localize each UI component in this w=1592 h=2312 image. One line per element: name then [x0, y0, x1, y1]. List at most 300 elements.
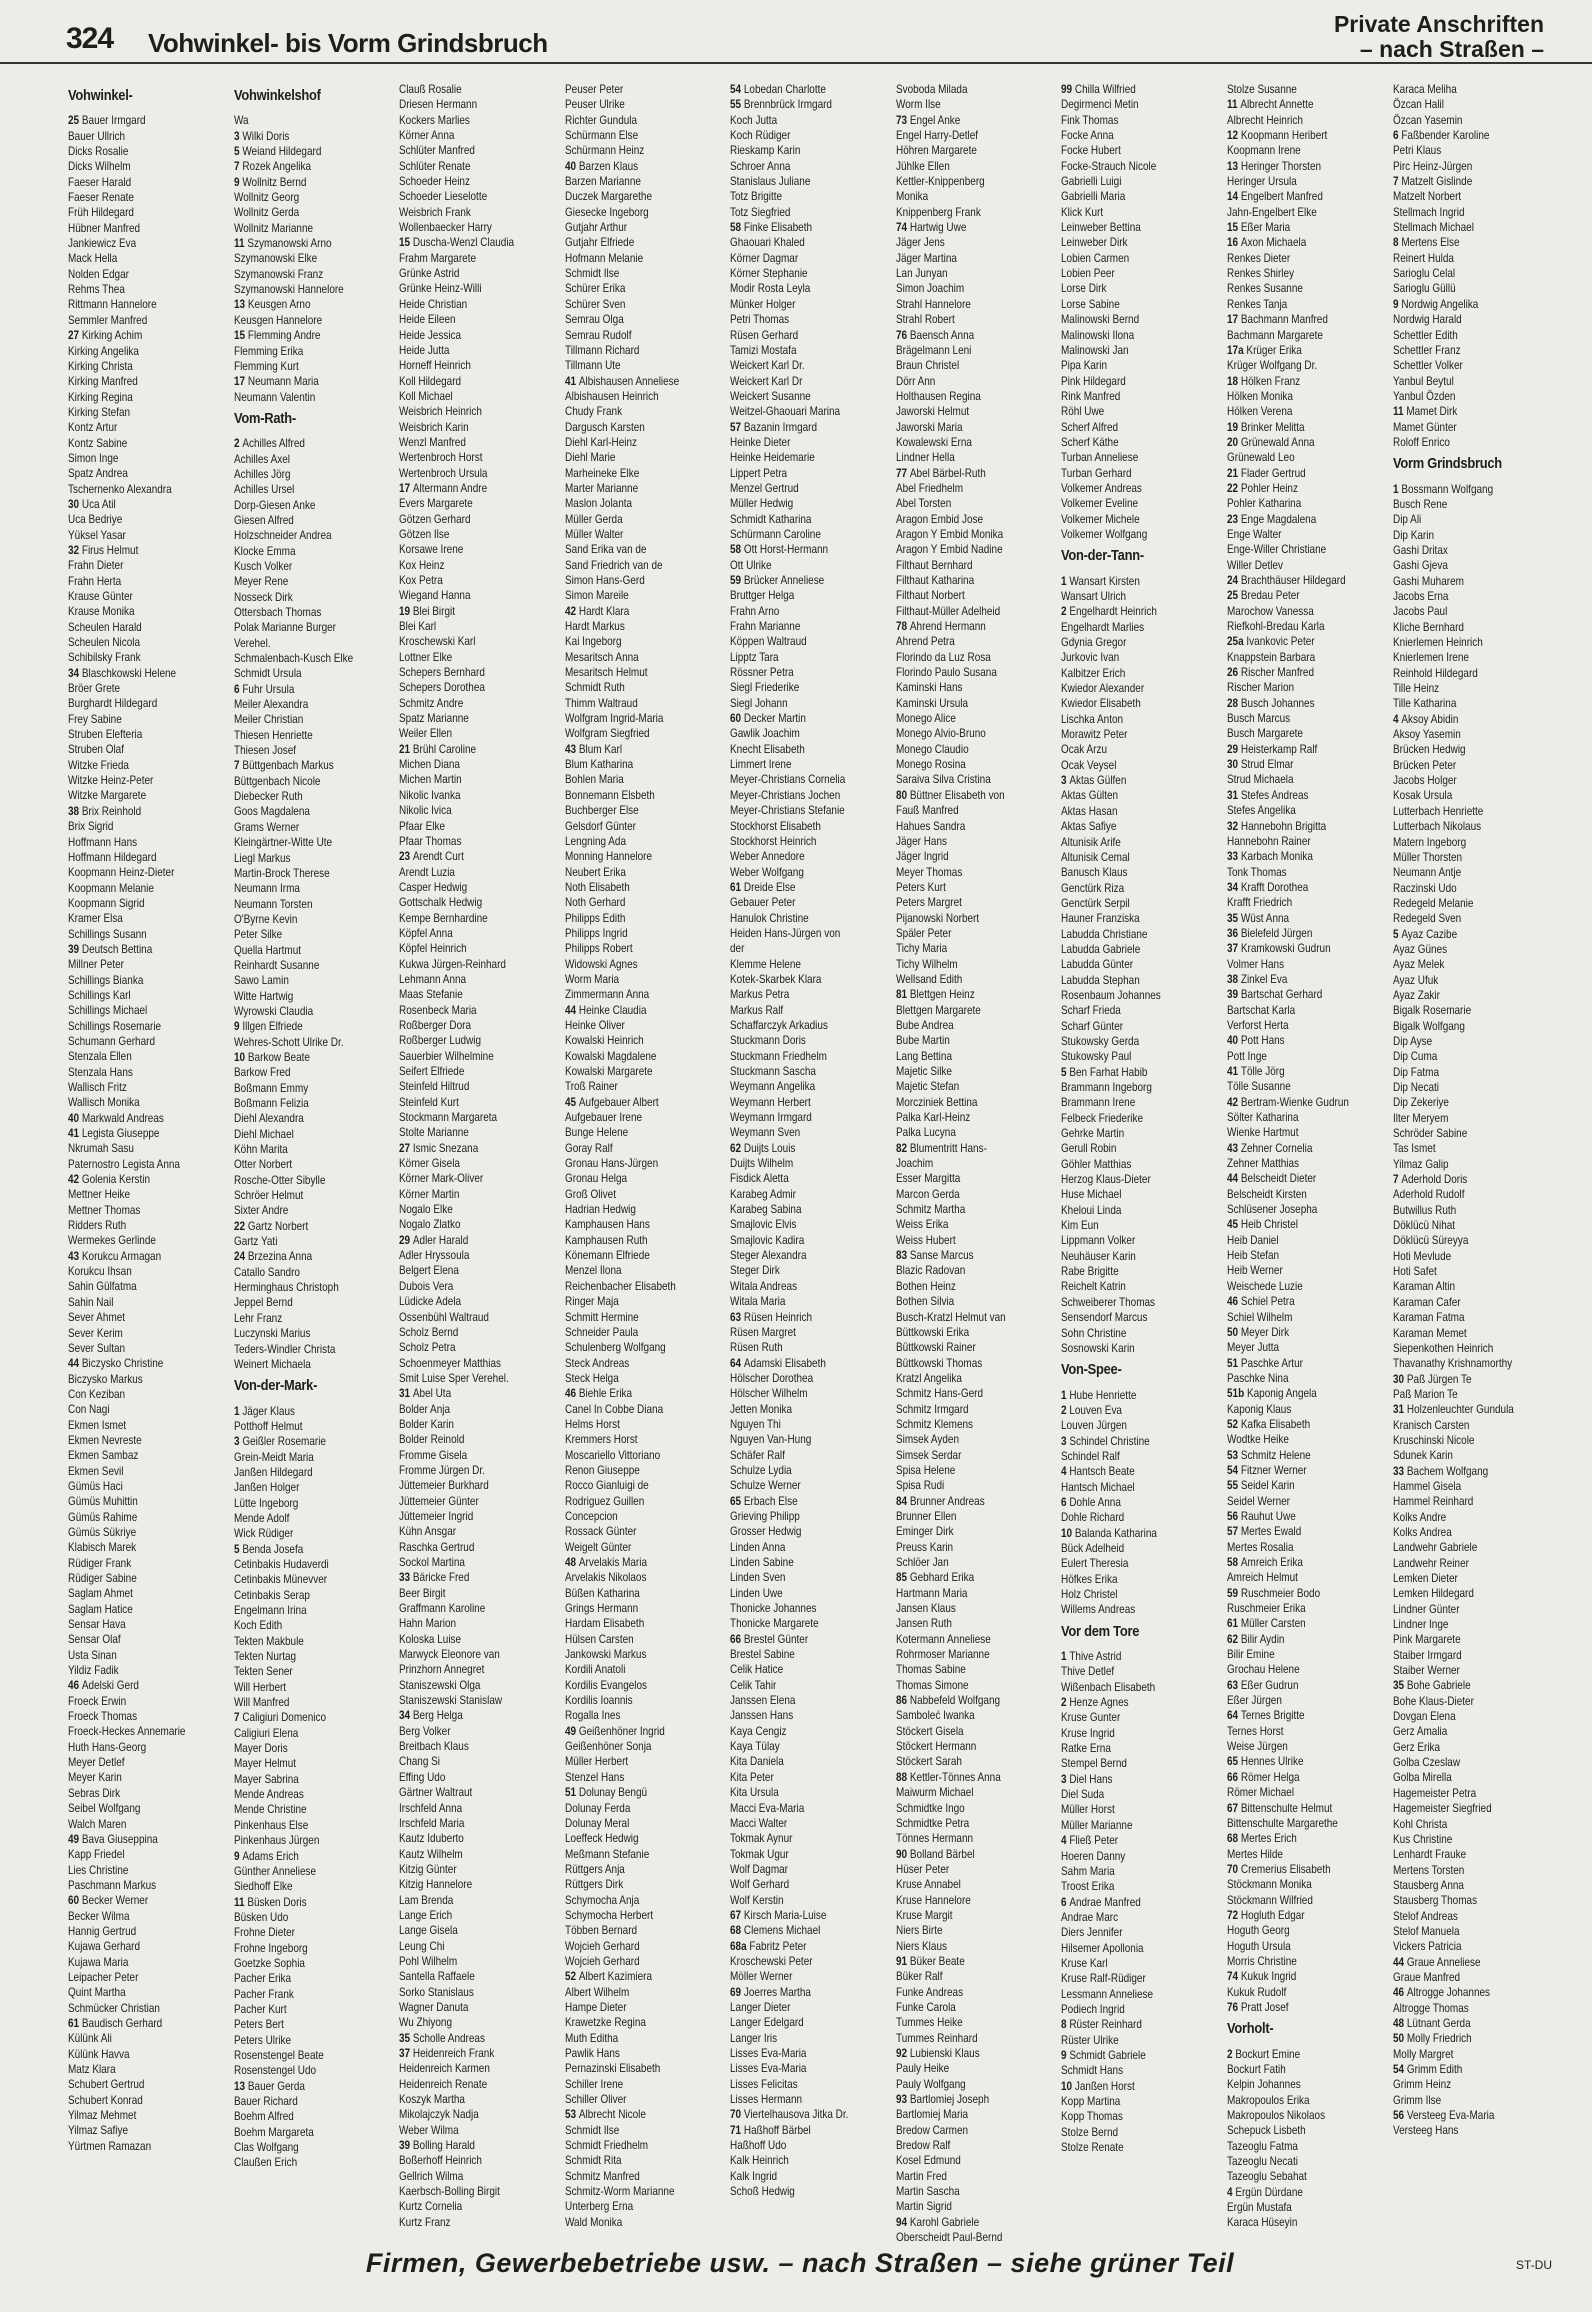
resident-entry: Ayaz Zakir [1392, 988, 1440, 1002]
resident-entry: 43 Blum Karl [564, 742, 622, 756]
resident-entry: 15 Flemming Andre [233, 329, 321, 343]
resident-entry: Langer Edelgard [730, 2016, 804, 2030]
resident-entry: Körner Dagmar [730, 251, 799, 265]
resident-entry: Büttgenbach Nicole [233, 774, 321, 788]
resident-entry: Busch Marcus [1226, 712, 1291, 726]
resident-entry: Schlöer Jan [895, 1556, 949, 1569]
resident-entry: Büsken Udo [233, 1910, 288, 1924]
resident-entry: O'Byrne Kevin [233, 912, 297, 926]
resident-entry: Wu Zhiyong [399, 2016, 453, 2030]
resident-entry: Wansart Ulrich [1061, 590, 1127, 603]
resident-entry: Dicks Rosalie [68, 145, 129, 159]
resident-entry: 61 Dreide Else [730, 880, 796, 894]
resident-entry: Reinhardt Susanne [233, 958, 319, 972]
resident-entry: Gartz Yati [233, 1235, 277, 1249]
resident-entry: Funke Carola [895, 2000, 956, 2014]
resident-entry: Claußen Erich [233, 2156, 297, 2170]
resident-entry: Bothen Heinz [895, 1279, 956, 1293]
resident-entry: Bolder Karin [399, 1417, 455, 1431]
resident-entry: Scherf Alfred [1061, 420, 1119, 434]
directory-columns [68, 82, 1548, 2245]
resident-entry: Zimmermann Anna [564, 988, 649, 1002]
resident-entry: Busch-Kratzl Helmut van [895, 1310, 1006, 1324]
resident-entry: Albert Wilhelm [564, 1985, 629, 1999]
resident-entry: Podiech Ingrid [1061, 2002, 1126, 2016]
resident-entry: 41 Albishausen Anneliese [564, 374, 679, 388]
resident-entry: Lehr Franz [233, 1311, 282, 1325]
resident-entry: Santella Raffaele [399, 1970, 475, 1984]
resident-entry: Linden Uwe [730, 1586, 783, 1600]
resident-entry: Schindel Ralf [1061, 1449, 1121, 1463]
resident-entry: Stöckmann Monika [1226, 1878, 1312, 1892]
resident-entry: Flemming Kurt [233, 359, 299, 373]
resident-entry: Meyer Jutta [1226, 1341, 1280, 1355]
resident-entry: 10 Barkow Beate [233, 1050, 310, 1064]
resident-entry: Jäger Hans [895, 834, 947, 848]
resident-entry: Peuser Ulrike [564, 98, 625, 112]
resident-entry: Schmitz Andre [399, 696, 464, 710]
resident-entry: 55 Seidel Karin [1226, 1479, 1295, 1493]
resident-entry: Schoeder Heinz [399, 175, 471, 189]
resident-entry: Heib Werner [1226, 1264, 1283, 1278]
resident-entry: Lehmann Anna [399, 972, 467, 986]
resident-entry: Kordilis Evangelos [564, 1678, 647, 1692]
resident-entry: 78 Ahrend Hermann [895, 620, 986, 634]
resident-entry: Leipacher Peter [68, 1970, 139, 1984]
resident-entry: Hofmann Melanie [564, 251, 643, 265]
resident-entry: Wehres-Schott Ulrike Dr. [233, 1035, 344, 1049]
resident-entry: Sebras Dirk [68, 1786, 121, 1800]
resident-entry: 13 Heringer Thorsten [1226, 159, 1321, 173]
resident-entry: Weiler Ellen [399, 727, 453, 741]
resident-entry: Simon Joachim [895, 282, 964, 296]
resident-entry: Redegeld Melanie [1392, 896, 1473, 910]
resident-entry: Driesen Hermann [399, 98, 478, 112]
resident-entry: Dip Cuma [1392, 1050, 1437, 1064]
resident-entry: Pauly Heike [895, 2062, 950, 2076]
resident-entry: 67 Kirsch Maria-Luise [730, 1908, 827, 1922]
resident-entry: Jaworski Helmut [895, 405, 969, 419]
resident-entry: Ayaz Günes [1392, 942, 1447, 956]
resident-entry: Muth Editha [564, 2031, 618, 2045]
resident-entry: Gabrielli Luigi [1061, 175, 1122, 189]
resident-entry: Jurkovic Ivan [1061, 651, 1120, 665]
resident-entry: Kruse Ingrid [1061, 1726, 1116, 1740]
resident-entry: Lindner Hella [895, 451, 955, 465]
resident-entry: Schmidt Katharina [730, 512, 812, 526]
resident-entry: 61 Müller Carsten [1226, 1617, 1306, 1631]
resident-entry: Kox Heinz [399, 558, 445, 572]
resident-entry: Totz Siegfried [730, 205, 791, 219]
resident-entry: Tamizi Mostafa [730, 343, 797, 357]
resident-entry: Früh Hildegard [68, 206, 134, 220]
resident-entry: Fromme Jürgen Dr. [399, 1463, 486, 1477]
resident-entry: Heinke Oliver [564, 1018, 625, 1032]
resident-entry: Diehl Marie [564, 451, 616, 465]
resident-entry: Versteeg Hans [1392, 2124, 1458, 2138]
resident-entry: Raschka Gertrud [399, 1540, 475, 1554]
resident-entry: Arvelakis Nikolaos [564, 1571, 647, 1585]
resident-entry: Tichy Wilhelm [895, 957, 958, 971]
resident-entry: Concepcion [564, 1509, 618, 1523]
resident-entry: Leung Chi [399, 1939, 445, 1953]
resident-entry: Schepuck Lisbeth [1226, 2124, 1306, 2138]
resident-entry: 61 Baudisch Gerhard [68, 2016, 163, 2030]
resident-entry: Frahn Marianne [730, 620, 801, 634]
resident-entry: Hoffmann Hans [68, 835, 138, 849]
resident-entry: Grams Werner [233, 820, 299, 834]
resident-entry: 68 Mertes Erich [1226, 1832, 1297, 1846]
resident-entry: Cetinbakis Serap [233, 1588, 310, 1602]
resident-entry: Stausberg Thomas [1392, 1894, 1477, 1908]
resident-entry: Stellmach Ingrid [1392, 205, 1465, 219]
resident-entry: Neumann Irma [233, 882, 300, 896]
resident-entry: Walch Maren [68, 1817, 127, 1831]
resident-entry: Schmidt Ilse [564, 267, 620, 281]
resident-entry: Sensar Olaf [68, 1633, 121, 1647]
resident-entry: Holz Christel [1061, 1588, 1118, 1601]
resident-entry: Mayer Sabrina [233, 1772, 299, 1786]
resident-entry: Koll Michael [399, 389, 453, 403]
resident-entry: Engelmann Irina [233, 1604, 307, 1617]
resident-entry: Mertes Rosalia [1226, 1540, 1294, 1554]
resident-entry: Pacher Frank [233, 1987, 294, 2001]
resident-entry: Ringer Maja [564, 1295, 619, 1309]
resident-entry: Witzke Margarete [68, 789, 147, 803]
resident-entry: Clauß Rosalie [399, 83, 462, 96]
resident-entry: Herminghaus Christoph [233, 1281, 339, 1295]
directory-column [234, 82, 390, 2212]
resident-entry: Jaworski Maria [895, 420, 963, 434]
resident-entry: Gashi Dritax [1392, 543, 1448, 557]
resident-entry: Bigalk Rosemarie [1392, 1004, 1471, 1018]
resident-entry: Frahm Margarete [399, 251, 477, 265]
resident-entry: Hahn Marion [399, 1617, 457, 1631]
resident-entry: Paschke Nina [1226, 1371, 1289, 1385]
resident-entry: Kontz Artur [68, 421, 118, 435]
resident-entry: Müller Hedwig [730, 497, 794, 511]
resident-entry: 38 Zinkel Eva [1226, 972, 1288, 986]
resident-entry: Labudda Christiane [1061, 927, 1148, 941]
resident-entry: Scherf Käthe [1061, 435, 1120, 449]
street-heading: Von-der-Mark- [233, 1377, 317, 1395]
resident-entry: Sorko Stanislaus [399, 1985, 474, 1999]
resident-entry: Leinweber Dirk [1061, 236, 1128, 250]
resident-entry: Thavanathy Krishnamorthy [1392, 1357, 1512, 1371]
resident-entry: Knappstein Barbara [1226, 650, 1316, 664]
resident-entry: Bilir Emine [1226, 1648, 1275, 1662]
resident-entry: Kratzl Angelika [895, 1371, 962, 1385]
resident-entry: Heide Christian [399, 297, 468, 311]
resident-entry: Lisses Felicitas [730, 2077, 798, 2091]
resident-entry: Jacobs Erna [1392, 590, 1448, 603]
resident-entry: Wick Rüdiger [233, 1527, 293, 1541]
resident-entry: Stuckmann Sascha [730, 1065, 817, 1078]
section-title [1334, 12, 1544, 62]
resident-entry: Chudy Frank [564, 405, 622, 419]
resident-entry: Schepers Bernhard [399, 666, 486, 680]
resident-entry: Spisa Rudi [895, 1479, 945, 1493]
resident-entry: Lan Junyan [895, 267, 948, 281]
resident-entry: Lutterbach Nikolaus [1392, 820, 1481, 834]
resident-entry: Strud Michaela [1226, 773, 1294, 787]
resident-entry: Büttkowski Rainer [895, 1341, 976, 1355]
resident-entry: Lobien Peer [1061, 267, 1116, 281]
resident-entry: Menzel Ilona [564, 1264, 622, 1278]
resident-entry: Grings Hermann [564, 1602, 638, 1616]
resident-entry: Kitzig Hannelore [399, 1878, 473, 1892]
resident-entry: Nikolic Ivica [399, 804, 452, 818]
resident-entry: Karaman Memet [1392, 1326, 1467, 1340]
resident-entry: 13 Keusgen Arno [233, 298, 311, 312]
resident-entry: Dubois Vera [399, 1279, 454, 1293]
resident-entry: Albrecht Heinrich [1226, 113, 1303, 127]
resident-entry: Müller Herbert [564, 1755, 628, 1769]
resident-entry: Bolder Reinold [399, 1433, 465, 1447]
resident-entry: 5 Ayaz Cazibe [1392, 927, 1457, 941]
resident-entry: Quint Martha [68, 1986, 126, 2000]
resident-entry: Holzschneider Andrea [233, 529, 332, 543]
directory-column [564, 82, 721, 2229]
resident-entry: Sahin Gülfatma [68, 1280, 137, 1294]
resident-entry: Rogalla Ines [564, 1709, 621, 1723]
resident-entry: Külünk Ali [68, 2032, 112, 2046]
resident-entry: 34 Berg Helga [399, 1709, 463, 1723]
resident-entry: Schröder Sabine [1392, 1127, 1467, 1141]
resident-entry: Fink Thomas [1061, 113, 1119, 127]
resident-entry: Hüser Peter [895, 1862, 950, 1876]
resident-entry: 68 Clemens Michael [730, 1924, 821, 1938]
resident-entry: Jühlke Ellen [895, 159, 950, 173]
resident-entry: Schubert Konrad [68, 2093, 143, 2107]
resident-entry: Knierlemen Heinrich [1392, 636, 1483, 650]
resident-entry: Meyer-Christians Jochen [730, 788, 841, 802]
resident-entry: Bigalk Wolfgang [1392, 1019, 1465, 1033]
resident-entry: Meiler Christian [233, 713, 303, 727]
resident-entry: Kusch Volker [233, 559, 292, 573]
resident-entry: Meyer Rene [233, 575, 288, 589]
resident-entry: Rieskamp Karin [730, 144, 801, 158]
resident-entry: Liegl Markus [233, 851, 291, 865]
resident-entry: 49 Geißenhöner Ingrid [564, 1724, 665, 1738]
resident-entry: Nogalo Elke [399, 1203, 453, 1217]
resident-entry: Haßhoff Udo [730, 2139, 787, 2153]
directory-column [730, 82, 886, 2212]
resident-entry: 43 Korukcu Armagan [68, 1249, 162, 1263]
resident-entry: 48 Lütnant Gerda [1392, 2016, 1471, 2030]
resident-entry: 10 Janßen Horst [1061, 2079, 1136, 2093]
resident-entry: Körner Stephanie [730, 267, 808, 281]
resident-entry: Ottersbach Thomas [233, 606, 321, 619]
resident-entry: Hoguth Ursula [1226, 1939, 1291, 1953]
resident-entry: Noth Gerhard [564, 896, 626, 910]
resident-entry: Weymann Herbert [730, 1095, 811, 1109]
resident-entry: Döklücü Süreyya [1392, 1234, 1468, 1248]
resident-entry: Lottner Elke [399, 650, 453, 664]
resident-entry: 50 Molly Friedrich [1392, 2032, 1472, 2046]
resident-entry: Koopmann Melanie [68, 881, 154, 895]
resident-entry: Michen Martin [399, 773, 462, 787]
resident-entry: 80 Büttner Elisabeth von [895, 788, 1005, 802]
resident-entry: Koopmann Irene [1226, 144, 1301, 158]
resident-entry: 62 Duijts Louis [730, 1141, 796, 1155]
resident-entry: Wolf Kerstin [730, 1893, 784, 1907]
resident-entry: 2 Engelhardt Heinrich [1061, 605, 1158, 619]
resident-entry: 44 Biczysko Christine [68, 1357, 164, 1371]
resident-entry: Kotermann Anneliese [895, 1632, 991, 1646]
resident-entry: Tokmak Ugur [730, 1847, 789, 1861]
resident-entry: Kautz Wilhelm [399, 1847, 463, 1861]
resident-entry: Banusch Klaus [1061, 866, 1128, 880]
resident-entry: Hardt Markus [564, 620, 625, 634]
resident-entry: Hauner Franziska [1061, 912, 1141, 926]
resident-entry: Rosenbeck Maria [399, 1003, 477, 1017]
resident-entry: Frey Sabine [68, 712, 122, 726]
resident-entry: Focke Hubert [1061, 144, 1122, 158]
resident-entry: Renkes Susanne [1226, 282, 1303, 296]
resident-entry: Prinzhorn Annegret [399, 1663, 485, 1677]
resident-entry: Schubert Gertrud [68, 2078, 145, 2092]
resident-entry: Huse Michael [1061, 1188, 1122, 1202]
resident-entry: Pinkenhaus Jürgen [233, 1834, 319, 1848]
resident-entry: 2 Bockurt Emine [1226, 2047, 1301, 2061]
resident-entry: Tonk Thomas [1226, 865, 1287, 879]
resident-entry: Gebauer Peter [730, 896, 796, 910]
resident-entry: Karaca Meliha [1392, 83, 1457, 96]
resident-entry: 27 Kirking Achim [68, 329, 143, 343]
resident-entry: Redegeld Sven [1392, 912, 1461, 926]
resident-entry: Diehl Michael [233, 1127, 294, 1141]
resident-entry: Landwehr Reiner [1392, 1556, 1469, 1570]
resident-entry: Giesen Alfred [233, 513, 294, 527]
resident-entry: Martin Sascha [895, 2185, 960, 2199]
resident-entry: Achilles Jörg [233, 467, 291, 481]
resident-entry: Petri Klaus [1392, 144, 1441, 158]
resident-entry: Dovgan Elena [1392, 1710, 1456, 1724]
resident-entry: 20 Grünewald Anna [1226, 435, 1315, 449]
resident-entry: Huth Hans-Georg [68, 1740, 147, 1754]
resident-entry: Weber Wilma [399, 2123, 459, 2137]
resident-entry: Hagemeister Siegfried [1392, 1802, 1492, 1816]
resident-entry: Eminger Dirk [895, 1525, 954, 1539]
resident-entry: Hölscher Wilhelm [730, 1387, 808, 1401]
resident-entry: Hoti Mevlude [1392, 1249, 1451, 1263]
resident-entry: Molly Margret [1392, 2047, 1453, 2061]
resident-entry: Szymanowski Franz [233, 267, 323, 281]
resident-entry: Götzen Gerhard [399, 512, 471, 526]
resident-entry: Sawo Lamin [233, 974, 289, 988]
resident-entry: 33 Bachem Wolfgang [1392, 1464, 1488, 1478]
resident-entry: 68a Fabritz Peter [730, 1939, 807, 1953]
resident-entry: Stelof Andreas [1392, 1909, 1458, 1923]
resident-entry: Lemken Dieter [1392, 1572, 1458, 1585]
resident-entry: Schmidt Ilse [564, 2123, 620, 2137]
resident-entry: Tas Ismet [1392, 1142, 1436, 1156]
resident-entry: Kamphausen Hans [564, 1218, 650, 1232]
resident-entry: 39 Bolling Harald [399, 2139, 476, 2153]
resident-entry: Diers Jennifer [1061, 1926, 1123, 1940]
resident-entry: Schymocha Anja [564, 1893, 639, 1907]
resident-entry: Kirking Christa [68, 359, 133, 373]
resident-entry: Weise Jürgen [1226, 1740, 1288, 1754]
resident-entry: Clas Wolfgang [233, 2141, 299, 2155]
resident-entry: Frohne Ingeborg [233, 1941, 308, 1955]
resident-entry: Paternostro Legista Anna [68, 1157, 180, 1171]
resident-entry: Geißenhöner Sonja [564, 1740, 652, 1754]
resident-entry: Butwillus Ruth [1392, 1203, 1456, 1217]
resident-entry: Schillings Rosemarie [68, 1019, 162, 1033]
resident-entry: 57 Mertes Ewald [1226, 1525, 1302, 1539]
resident-entry: Kroschewski Peter [730, 1954, 813, 1968]
resident-entry: Heringer Ursula [1226, 175, 1297, 189]
resident-entry: 24 Brachthäuser Hildegard [1226, 574, 1346, 587]
resident-entry: Kruschinski Nicole [1392, 1433, 1474, 1447]
resident-entry: Hanulok Christine [730, 911, 809, 925]
resident-entry: Majetic Silke [895, 1065, 952, 1078]
resident-entry: Thonicke Margarete [730, 1617, 819, 1631]
resident-entry: Monego Alice [895, 712, 956, 726]
resident-entry: Steger Alexandra [730, 1249, 807, 1263]
resident-entry: Klabisch Marek [68, 1541, 137, 1555]
resident-entry: Casper Hedwig [399, 880, 468, 894]
resident-entry: Kaerbsch-Bolling Birgit [399, 2185, 500, 2199]
resident-entry: Sixter Andre [233, 1204, 288, 1218]
resident-entry: 56 Versteeg Eva-Maria [1392, 2109, 1494, 2123]
resident-entry: Nikolic Ivanka [399, 788, 461, 802]
resident-entry: 4 Hantsch Beate [1061, 1465, 1136, 1479]
resident-entry: 21 Brühl Caroline [399, 742, 477, 756]
resident-entry: Müller Marianne [1061, 1818, 1133, 1832]
resident-entry: Kai Ingeborg [564, 635, 622, 649]
resident-entry: Hölscher Dorothea [730, 1371, 814, 1385]
resident-entry: Felbeck Friederike [1061, 1111, 1144, 1125]
resident-entry: Sohn Christine [1061, 1326, 1127, 1340]
resident-entry: 9 Schmidt Gabriele [1061, 2048, 1147, 2062]
resident-entry: Hammel Reinhard [1392, 1495, 1473, 1509]
resident-entry: Stöckmann Wilfried [1226, 1893, 1313, 1907]
resident-entry: Stausberg Anna [1392, 1878, 1464, 1892]
resident-entry: Kruse Ralf-Rüdiger [1061, 1972, 1147, 1986]
resident-entry: Wolfgram Siegfried [564, 727, 650, 741]
resident-entry: Turban Gerhard [1061, 466, 1132, 480]
resident-entry: Schulze Lydia [730, 1463, 792, 1477]
resident-entry: Mertens Torsten [1392, 1863, 1464, 1877]
resident-entry: Rüttgers Anja [564, 1862, 625, 1876]
resident-entry: Pfaar Thomas [399, 834, 462, 848]
resident-entry: Höfkes Erika [1061, 1572, 1118, 1586]
resident-entry: Krüger Wolfgang Dr. [1226, 359, 1318, 373]
resident-entry: Gerull Robin [1061, 1142, 1117, 1156]
resident-entry: Diehl Karl-Heinz [564, 435, 637, 449]
resident-entry: Blazic Radovan [895, 1264, 966, 1278]
resident-entry: Kopp Martina [1061, 2095, 1121, 2108]
resident-entry: Siepenkothen Heinrich [1392, 1341, 1493, 1355]
resident-entry: Fauß Manfred [895, 804, 959, 818]
resident-entry: Meyer Detlef [68, 1756, 125, 1770]
resident-entry: Weymann Angelika [730, 1080, 816, 1094]
resident-entry: Schibilsky Frank [68, 651, 141, 665]
resident-entry: Maslon Jolanta [564, 497, 632, 511]
resident-entry: Malinowski Bernd [1061, 313, 1140, 327]
resident-entry: Schillings Karl [68, 988, 131, 1002]
resident-entry: Klocke Emma [233, 544, 296, 558]
resident-entry: Dolunay Meral [564, 1816, 629, 1830]
resident-entry: 25 Bauer Irmgard [68, 114, 146, 128]
resident-entry: Schillings Susann [68, 927, 147, 941]
resident-entry: 30 Uca Atil [68, 497, 116, 511]
resident-entry: Stöckert Gisela [895, 1724, 964, 1738]
resident-entry: Volkemer Wolfgang [1061, 527, 1148, 541]
